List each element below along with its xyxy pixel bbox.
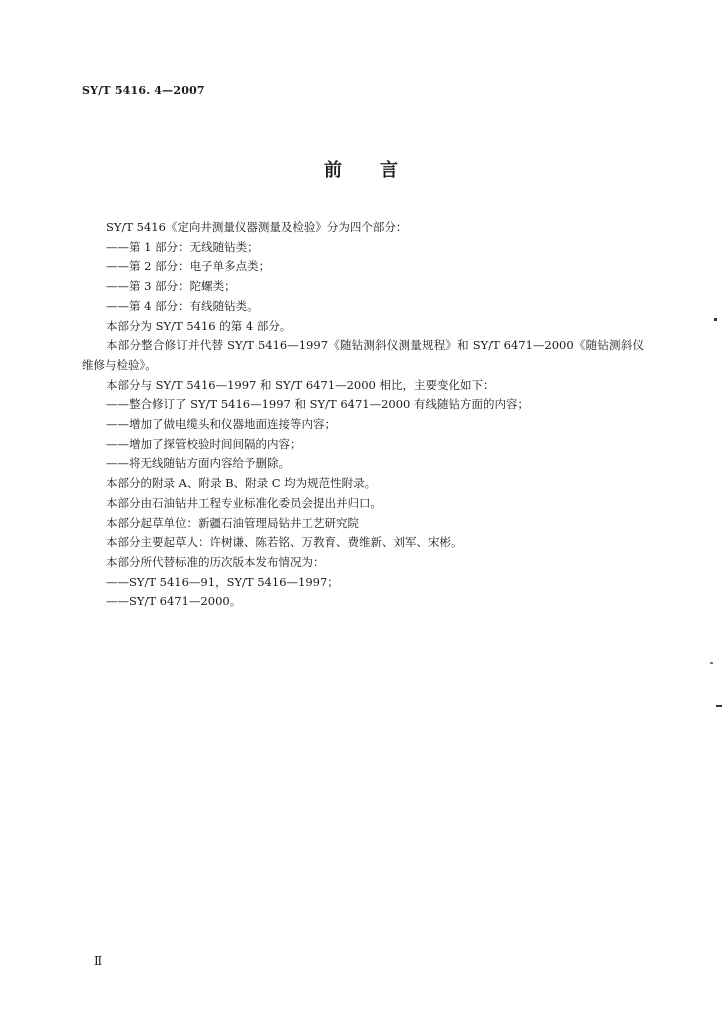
- scan-artifact: [710, 662, 713, 664]
- paragraph: SY/T 5416《定向井测量仪器测量及检验》分为四个部分：: [106, 220, 408, 234]
- list-item: ——整合修订了 SY/T 5416—1997 和 SY/T 6471—2000 有线随钻方面的内容；: [106, 397, 530, 412]
- list-item: ——增加了探管校验时间间隔的内容；: [106, 436, 302, 451]
- page-title: 前言: [324, 160, 436, 181]
- paragraph: 本部分主要起草人：许树谦、陈若铭、万教育、费维新、刘军、宋彬。: [106, 535, 463, 550]
- list-item: ——将无线随钻方面内容给予删除。: [106, 456, 290, 471]
- list-item: ——增加了做电缆头和仪器地面连接等内容；: [106, 417, 336, 432]
- scan-artifact: [714, 318, 717, 321]
- list-item: ——第 2 部分：电子单多点类；: [106, 259, 271, 274]
- list-item: ——SY/T 5416—91，SY/T 5416—1997；: [106, 574, 339, 589]
- paragraph: 本部分由石油钻井工程专业标准化委员会提出并归口。: [106, 495, 382, 510]
- page-number: Ⅱ: [94, 954, 103, 968]
- list-item: ——第 3 部分：陀螺类；: [106, 279, 236, 294]
- paragraph: 本部分的附录 A、附录 B、附录 C 均为规范性附录。: [106, 476, 377, 491]
- paragraph: 本部分起草单位：新疆石油管理局钻井工艺研究院: [106, 515, 359, 530]
- paragraph: 本部分与 SY/T 5416—1997 和 SY/T 6471—2000 相比，主要变化如下：: [106, 377, 495, 392]
- scan-artifact: [716, 705, 722, 707]
- foreword-body: [82, 218, 644, 612]
- paragraph: 本部分整合修订并代替 SY/T 5416—1997《随钻测斜仪测量规程》和 SY/T 6471—2000《随钻测斜仪维修与检验》。: [82, 338, 644, 372]
- paragraph: 本部分所代替标准的历次版本发布情况为：: [106, 554, 325, 569]
- list-item: ——第 4 部分：有线随钻类。: [106, 298, 259, 313]
- list-item: ——SY/T 6471—2000。: [106, 594, 242, 609]
- standard-code: SY/T 5416. 4—2007: [82, 84, 205, 97]
- paragraph: 本部分为 SY/T 5416 的第 4 部分。: [106, 318, 292, 333]
- list-item: ——第 1 部分：无线随钻类；: [106, 239, 259, 254]
